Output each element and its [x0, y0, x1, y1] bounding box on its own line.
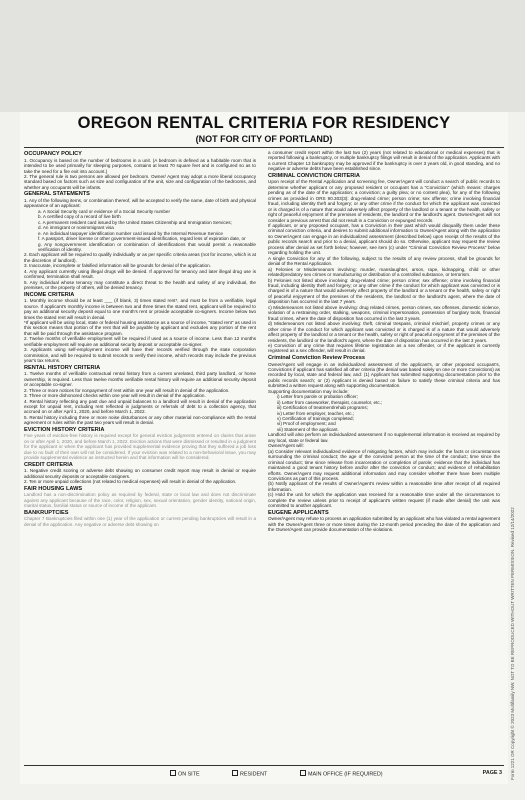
section-heading: FAIR HOUSING LAWS [24, 485, 83, 492]
background-area [0, 0, 525, 112]
paragraph: 1. Negative credit scoring or adverse debt showing on consumer credit report may result in denial or require additional security deposits or acceptable cosigners. [24, 468, 256, 479]
paragraph: Upon receipt of the Rental Application and screening fee, Owner/Agent will conduct a search of public records to determine whether applicant or any proposed resident or occupant has a "Conviction" (which means: charges pending as of the date of the application; a conviction; a guilty plea; or no contest plea), for any of the following crimes as provided in ORS 90.303(3): drug-related crime; person crime; sex offense; crime involving financial fraud, including identity theft and forgery; or any other crime if the conduct for which the applicant was convicted or is charged is of a nature that would adversely affect property of the landlord or a tenant or the health, safety or right of peaceful enjoyment of the premises of residents, the landlord or the landlord's agent. Owner/Agent will not consider a previous arrest that did not result in a Conviction or expunged records. [268, 179, 500, 223]
paragraph: Owner/Agent will engage in an individualized assessment of the applicant's, or other proposed occupant's, Convictions if applicant has satisfied all other criteria (the denial was based solely on one or more Convictions) as recorded by local, state and federal law, and: (1) Applicant has submitted supporting documentation prior to the public records search; or (2) Applicant is denied based on failure to satisfy these criminal criteria and has submitted a written request along with supporting documentation. [268, 361, 500, 389]
paragraph: e) Conviction of any crime that requires lifetime registration as a sex offender, or if the applicant is currently registered as a sex offender, will result in denial. [268, 343, 500, 354]
checkbox-icon [170, 770, 176, 776]
paragraph: a) Felonies or Misdemeanors involving: murder, manslaughter, arson, rape, kidnapping, child or other related/predatory sex crimes or manufacturing or distribution of a controlled substance, or terrorism. [268, 266, 500, 278]
section-heading: BANKRUPTCIES [24, 509, 69, 516]
paragraph: Owner/Agent may refuse to process an application submitted by an applicant who has violated a rental agreement with the Owner/Agent three or more times during the 12-month period preceding the date of the application and the Owner/Agent can provide documentation of the violations. [268, 516, 500, 533]
paragraph: d. An immigrant or nonimmigrant visa [38, 225, 114, 231]
title-divider [24, 147, 504, 148]
paragraph: 3. Three or more dishonored checks within one year will result in denial of the application. [24, 393, 206, 399]
footer-divider [24, 765, 504, 766]
paragraph: b) Felonies not listed above involving: drug-related crime; person crime; sex offense; crime involving financial fraud, including identity theft and forgery; or any other crime if the conduct for which applicant was convicted or is charged is of a nature that would adversely affect property of the landlord or a tenant or the health, safety or right of peaceful enjoyment of the premises of the residents, the landlord or the landlord's agent, where the date of disposition has occurred in the last 7 years. [268, 277, 500, 305]
paragraph: A single Conviction for any of the following, subject to the results of any review process, shall be grounds for denial of the Rental Application. [268, 255, 500, 267]
section-heading: INCOME CRITERIA [24, 291, 75, 298]
page-subtitle: (NOT FOR CITY OF PORTLAND) [195, 134, 333, 144]
paragraph: Chapter 7 Bankruptcies filed within one (1) year of the application or current pending bankruptcies will result in a denial of the application. Any negative or adverse debt showing on [24, 516, 256, 527]
paragraph: 3. Inaccurate, incomplete or falsified information will be grounds for denial of the application. [24, 263, 211, 269]
section-heading: CRIMINAL CONVICTION CRITERIA [268, 172, 360, 179]
section-heading: CREDIT CRITERIA [24, 461, 73, 468]
paragraph: a consumer credit report within the last two (2) years (not related to educational or medical expenses) that is reported following a bankruptcy, or multiple bankruptcy filings will result in denial of the application. Applicants with a current Chapter 13 bankruptcy may be approved if the bankruptcy is over 3 years old, in good standing, and no negative or adverse debts have been established since. [268, 150, 500, 172]
footer-option-main-office[interactable]: MAIN OFFICE (IF REQUIRED) [300, 770, 383, 778]
paragraph: 2. The general rule is two persons are allowed per bedroom. Owner/ Agent may adopt a more liberal occupancy standard based on factors such as size and configuration of the unit, size and configuration of the bedrooms, and whether any occupants will be infants. [24, 173, 256, 190]
paragraph: 3. Applicants using self-employment income will have their records verified through the state corporation commission, and will be required to submit records to verify their income, which records may include the previous year's tax returns. [24, 347, 256, 364]
paragraph: ii) Letter from caseworker, therapist, counselor, etc.; [277, 399, 383, 405]
paragraph: iv) Letter from employer, teacher, etc.; [277, 410, 355, 416]
paragraph: Landlord has a non-discrimination policy as required by federal, state or local law and does not discriminate against any applicant because of the race, color, religion, sex, sexual orientation, gender identity, national origin, marital status, familial status or source of income of the applicant. [24, 492, 256, 509]
paragraph: (b) Notify applicant of the results of Owner/Agent's review within a reasonable time after receipt of all required information. [268, 481, 500, 492]
page-number: PAGE 3 [482, 770, 502, 776]
paragraph: vii) Statement of the applicant. [277, 426, 339, 432]
paragraph: 1. Occupancy is based on the number of bedrooms in a unit. (A bedroom is defined as a habitable room that is intended to be used primarily for sleeping purposes, contains at least 70 square feet and is configured so as to take the need for a fire exit into account.) [24, 157, 256, 174]
paragraph: 2. Three or more notices for nonpayment of rent within one year will result in denial of the application. [24, 387, 230, 393]
paragraph: *If applicant will be using local, state or federal housing assistance as a source of income, "stated rent" as used in this section means that portion of the rent that will be payable by applicant and excludes any portion of the rent that will be paid through the assistance program. [24, 320, 256, 336]
footer-option-resident[interactable]: RESIDENT [232, 770, 267, 778]
paragraph: g. Any nongovernment identification or combination of identifications that would permit a reasonable verification of identity. [38, 241, 256, 252]
paragraph: 1. Twelve months of verifiable contractual rental history from a current unrelated, third party landlord, or home ownership, is required. Less than twelve months verifiable rental history will require an additional security deposit or acceptable co-signer. [24, 371, 256, 388]
paragraph: iii) Certification of treatment/rehab programs; [277, 405, 368, 411]
paragraph: 5. Any individual whose tenancy may constitute a direct threat to the health and safety of any individual, the premises, or the property of others, will be denied tenancy. [24, 279, 256, 291]
document-page [20, 112, 508, 784]
paragraph: Five years of eviction-free history is required except for general eviction judgments entered on claims that arose on or after April 1, 2020, and before March 1, 2022. Eviction actions that were dismissed or resulted in a judgment for the applicant or when the applicant has provided supplemental evidence proving that they suffered a job loss due to no fault of their own will not be considered. If your eviction was related to a non-behavioral issue, you may provide supplemental evidence as instructed herein and that information will be considered. [24, 433, 256, 461]
footer-option-on-site[interactable]: ON SITE [170, 770, 200, 778]
checkbox-icon [232, 770, 238, 776]
paragraph: (c) Hold the unit for which the application was received for a reasonable time under all the circumstances to complete the review unless prior to receipt of applicant's written request (if made after denial) the unit was committed to another applicant. [268, 492, 500, 509]
page-title: OREGON RENTAL CRITERIA FOR RESIDENCY [77, 114, 451, 132]
paragraph: (a) Consider relevant individualized evidence of mitigating factors, which may include: the facts or circumstances surrounding the criminal conduct; the age of the convicted person at the time of the conduct; time since the criminal conduct; time since release from incarceration or completion of parole; evidence that the individual has maintained a good tenant history before and/or after the conviction or conduct; and evidence of rehabilitation efforts. Owner/Agent may request additional information and may consider whether there have been multiple Convictions as part of this process. [268, 448, 500, 482]
paragraph: v) Certification of trainings completed; [277, 416, 354, 422]
paragraph: 1. Monthly income should be at least ___ (if blank, 3) times stated rent*, and must be from a verifiable, legal source. If applicant's monthly income is between two and three times the stated rent, applicant will be required to pay an additional security deposit equal to one month's rent or provide acceptable co-signers. Income below two times the stated rent will result in denial. [24, 298, 256, 320]
section-heading: OCCUPANCY POLICY [24, 151, 82, 157]
right-column [268, 150, 500, 762]
paragraph: 1. Any of the following items, or combination thereof, will be accepted to verify the name, date of birth and physical appearance of an applicant: [24, 197, 256, 209]
paragraph: 2. Twelve months of verifiable employment will be required if used as a source of income. Less than 12 months verifiable employment will require an additional security deposit or acceptable co-signer. [24, 336, 256, 347]
paragraph: Landlord will also perform an individualized assessment if no supplemental information is received as required by any local, state or federal law. [268, 432, 500, 443]
side-copyright-notice: Form 1221 OR Copyright © 2023 Multifamily NW. NOT TO BE REPRODUCED WITHOUT WRITTEN PERMISSION. Revised 12/14/2022 [510, 507, 515, 780]
section-heading: GENERAL STATEMENTS [24, 191, 90, 198]
section-heading: EUGENE APPLICANTS [268, 509, 329, 516]
paragraph: a. A Social Security card or evidence of a Social Security number [38, 208, 171, 214]
section-heading: RENTAL HISTORY CRITERIA [24, 364, 101, 371]
paragraph: 4. Any applicant currently using illegal drugs will be denied. If approved for tenancy and later illegal drug use is confirmed, termination shall result. [24, 268, 256, 280]
paragraph: c. A permanent resident card issued by the United States Citizenship and Immigration Services; [38, 219, 232, 225]
paragraph: If applicant, or any proposed occupant, has a Conviction in their past which would disqualify them under these criminal conviction criteria, and desires to submit additional information to Owner/Agent along with the application so Owner/Agent can engage in an individualized assessment (described below) upon receipt of the results of the public records search and prior to a denial, applicant should do so. Otherwise, applicant may request the review process after denial as set forth below; however, see item (c) under "Criminal Conviction Review Process" below regarding holding the unit. [268, 223, 500, 256]
checkbox-icon [300, 770, 306, 776]
paragraph: f. A passport, driver license or other government-issued identification, regard less of expiration date, or [38, 236, 246, 242]
paragraph: i) Letter from parole or probation officer; [277, 394, 358, 400]
paragraph: Owner/Agent will: [268, 443, 304, 449]
page-footer [20, 768, 508, 780]
paragraph: c) Misdemeanors not listed above involving: drug related crimes, person crimes, sex offenses, domestic violence, violation of a restraining order, stalking, weapons, criminal impersonation, possession of burglary tools, financial fraud crimes, where the date of disposition has occurred in the last 3 years. [268, 304, 500, 321]
paragraph: 5. Rental history including three or more noise disturbances or any other material non-compliance with the rental agreement or rules within the past two years will result in denial. [24, 414, 256, 426]
paragraph: d) Misdemeanors not listed above involving: theft, criminal trespass, criminal mischief, property crimes or any other crime if the conduct for which applicant was convicted or is charged is of a nature that would adversely affect property of the landlord or a tenant or the health, safety or right of peaceful enjoyment of the premises of the residents, the landlord or the landlord's agent, where the date of disposition has occurred in the last 3 years. [268, 321, 500, 343]
section-heading: Criminal Conviction Review Process [268, 354, 365, 361]
paragraph: vi) Proof of employment; and [277, 421, 336, 427]
paragraph: 2. Ten or more unpaid collections (not related to medical expenses) will result in denial of the application. [24, 479, 237, 485]
paragraph: b. A certified copy of a record of live birth [38, 214, 121, 220]
paragraph: 4. Rental history reflecting any past due and unpaid balances to a landlord will result in denial of the application except for unpaid rent, including rent reflected in judgments or referrals of debt to a collection agency, that accrued on or after April 1, 2020, and before March 1, 2022. [24, 398, 256, 415]
paragraph: 2. Each applicant will be required to qualify individually or as per specific criteria areas (not for income, which is at the discretion of landlord). [24, 252, 256, 263]
paragraph: e. An individual taxpayer identification number card issued by the Internal Revenue Service [38, 230, 223, 236]
left-column [24, 150, 256, 762]
section-heading: EVICTION HISTORY CRITERIA [24, 426, 105, 433]
paragraph: Supporting documentation may include: [268, 388, 349, 394]
